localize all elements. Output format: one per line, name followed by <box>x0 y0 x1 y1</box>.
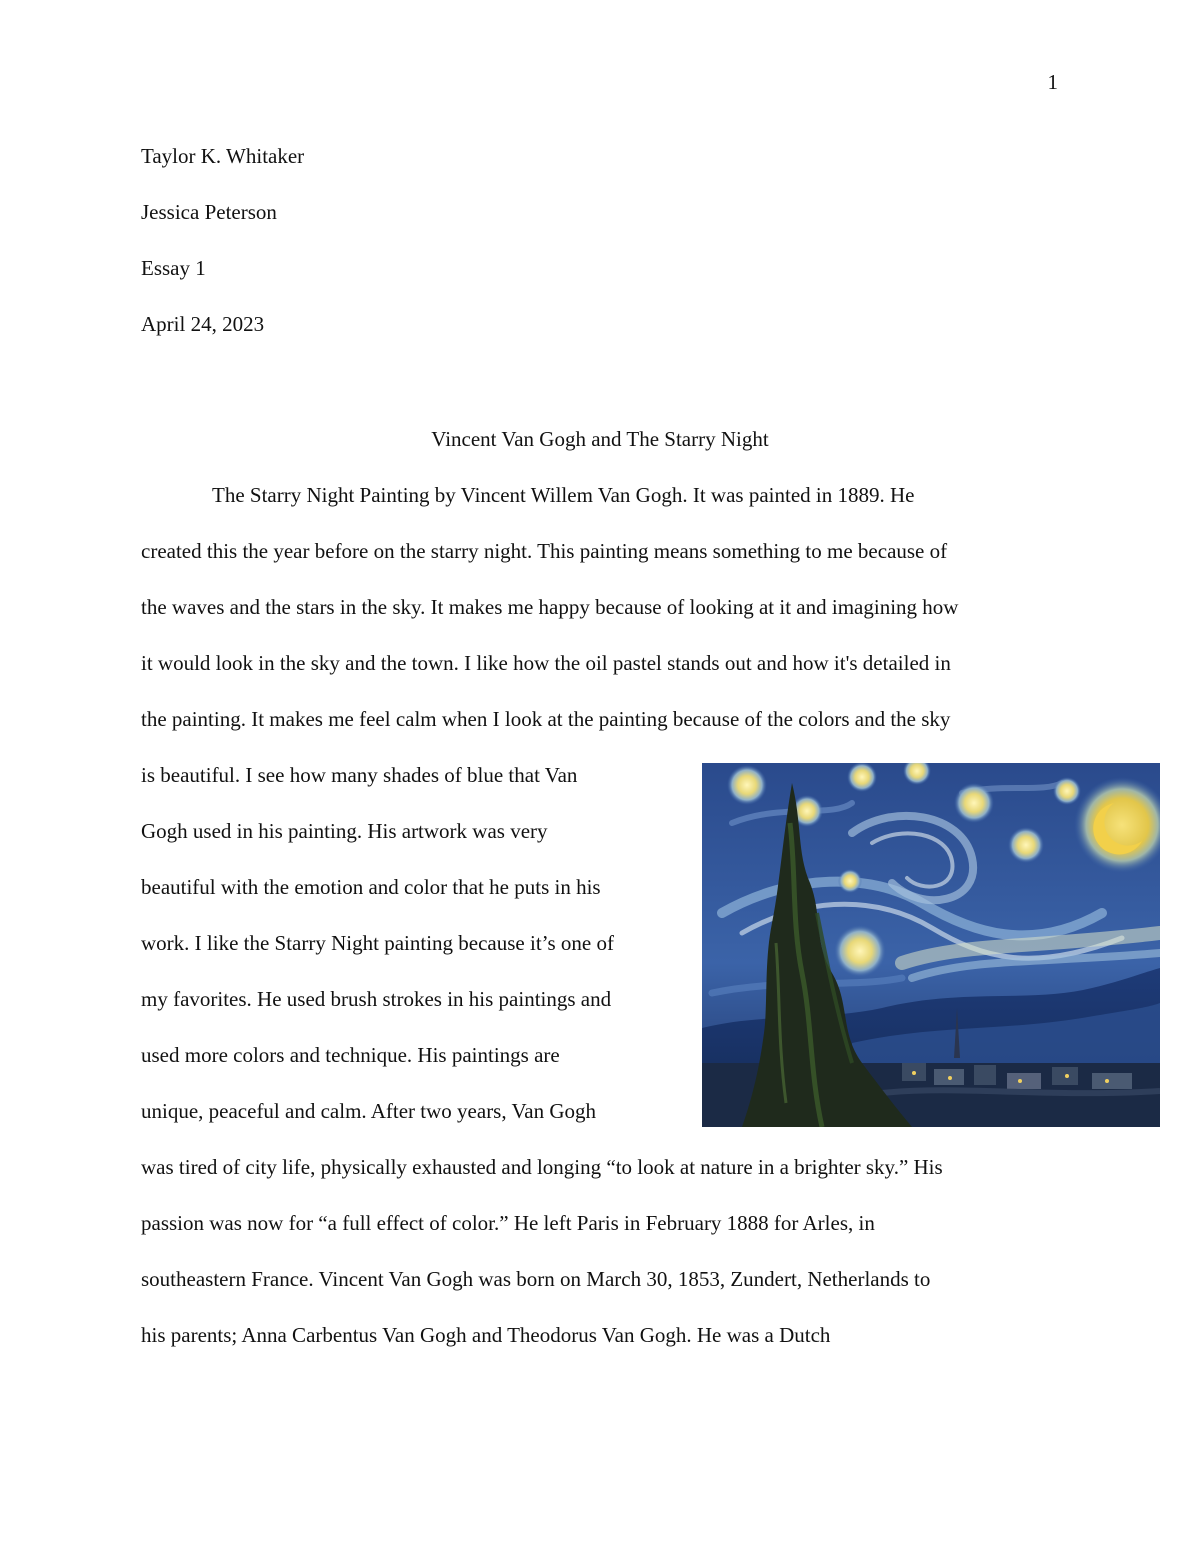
body-line: his parents; Anna Carbentus Van Gogh and Theodorus Van Gogh. He was a Dutch <box>141 1323 831 1347</box>
course-name: Essay 1 <box>141 256 206 280</box>
author-name: Taylor K. Whitaker <box>141 144 305 168</box>
body-line: unique, peaceful and calm. After two years, Van Gogh <box>141 1099 597 1123</box>
starry-night-painting-image <box>702 763 1160 1127</box>
body-line: the waves and the stars in the sky. It makes me happy because of looking at it and imagining how <box>141 595 959 619</box>
body-line: used more colors and technique. His paintings are <box>141 1043 560 1067</box>
essay-date: April 24, 2023 <box>141 312 265 336</box>
body-line: southeastern France. Vincent Van Gogh was born on March 30, 1853, Zundert, Netherlands to <box>141 1267 931 1291</box>
body-line: is beautiful. I see how many shades of blue that Van <box>141 763 578 787</box>
body-line: work. I like the Starry Night painting because it’s one of <box>141 931 614 955</box>
body-line: Gogh used in his painting. His artwork was very <box>141 819 548 843</box>
body-line: my favorites. He used brush strokes in his paintings and <box>141 987 612 1011</box>
page-number: 1 <box>1047 70 1058 94</box>
body-line: it would look in the sky and the town. I like how the oil pastel stands out and how it's detailed in <box>141 651 951 675</box>
body-line: was tired of city life, physically exhausted and longing “to look at nature in a brighter sky.” His <box>141 1155 943 1179</box>
body-line: the painting. It makes me feel calm when I look at the painting because of the colors and the sky <box>141 707 951 731</box>
essay-title: Vincent Van Gogh and The Starry Night <box>431 427 769 451</box>
body-line: beautiful with the emotion and color that he puts in his <box>141 875 601 899</box>
body-line: The Starry Night Painting by Vincent Willem Van Gogh. It was painted in 1889. He <box>212 483 915 507</box>
body-line: created this the year before on the starry night. This painting means something to me because of <box>141 539 948 563</box>
body-line: passion was now for “a full effect of color.” He left Paris in February 1888 for Arles, in <box>141 1211 875 1235</box>
instructor-name: Jessica Peterson <box>141 200 277 224</box>
